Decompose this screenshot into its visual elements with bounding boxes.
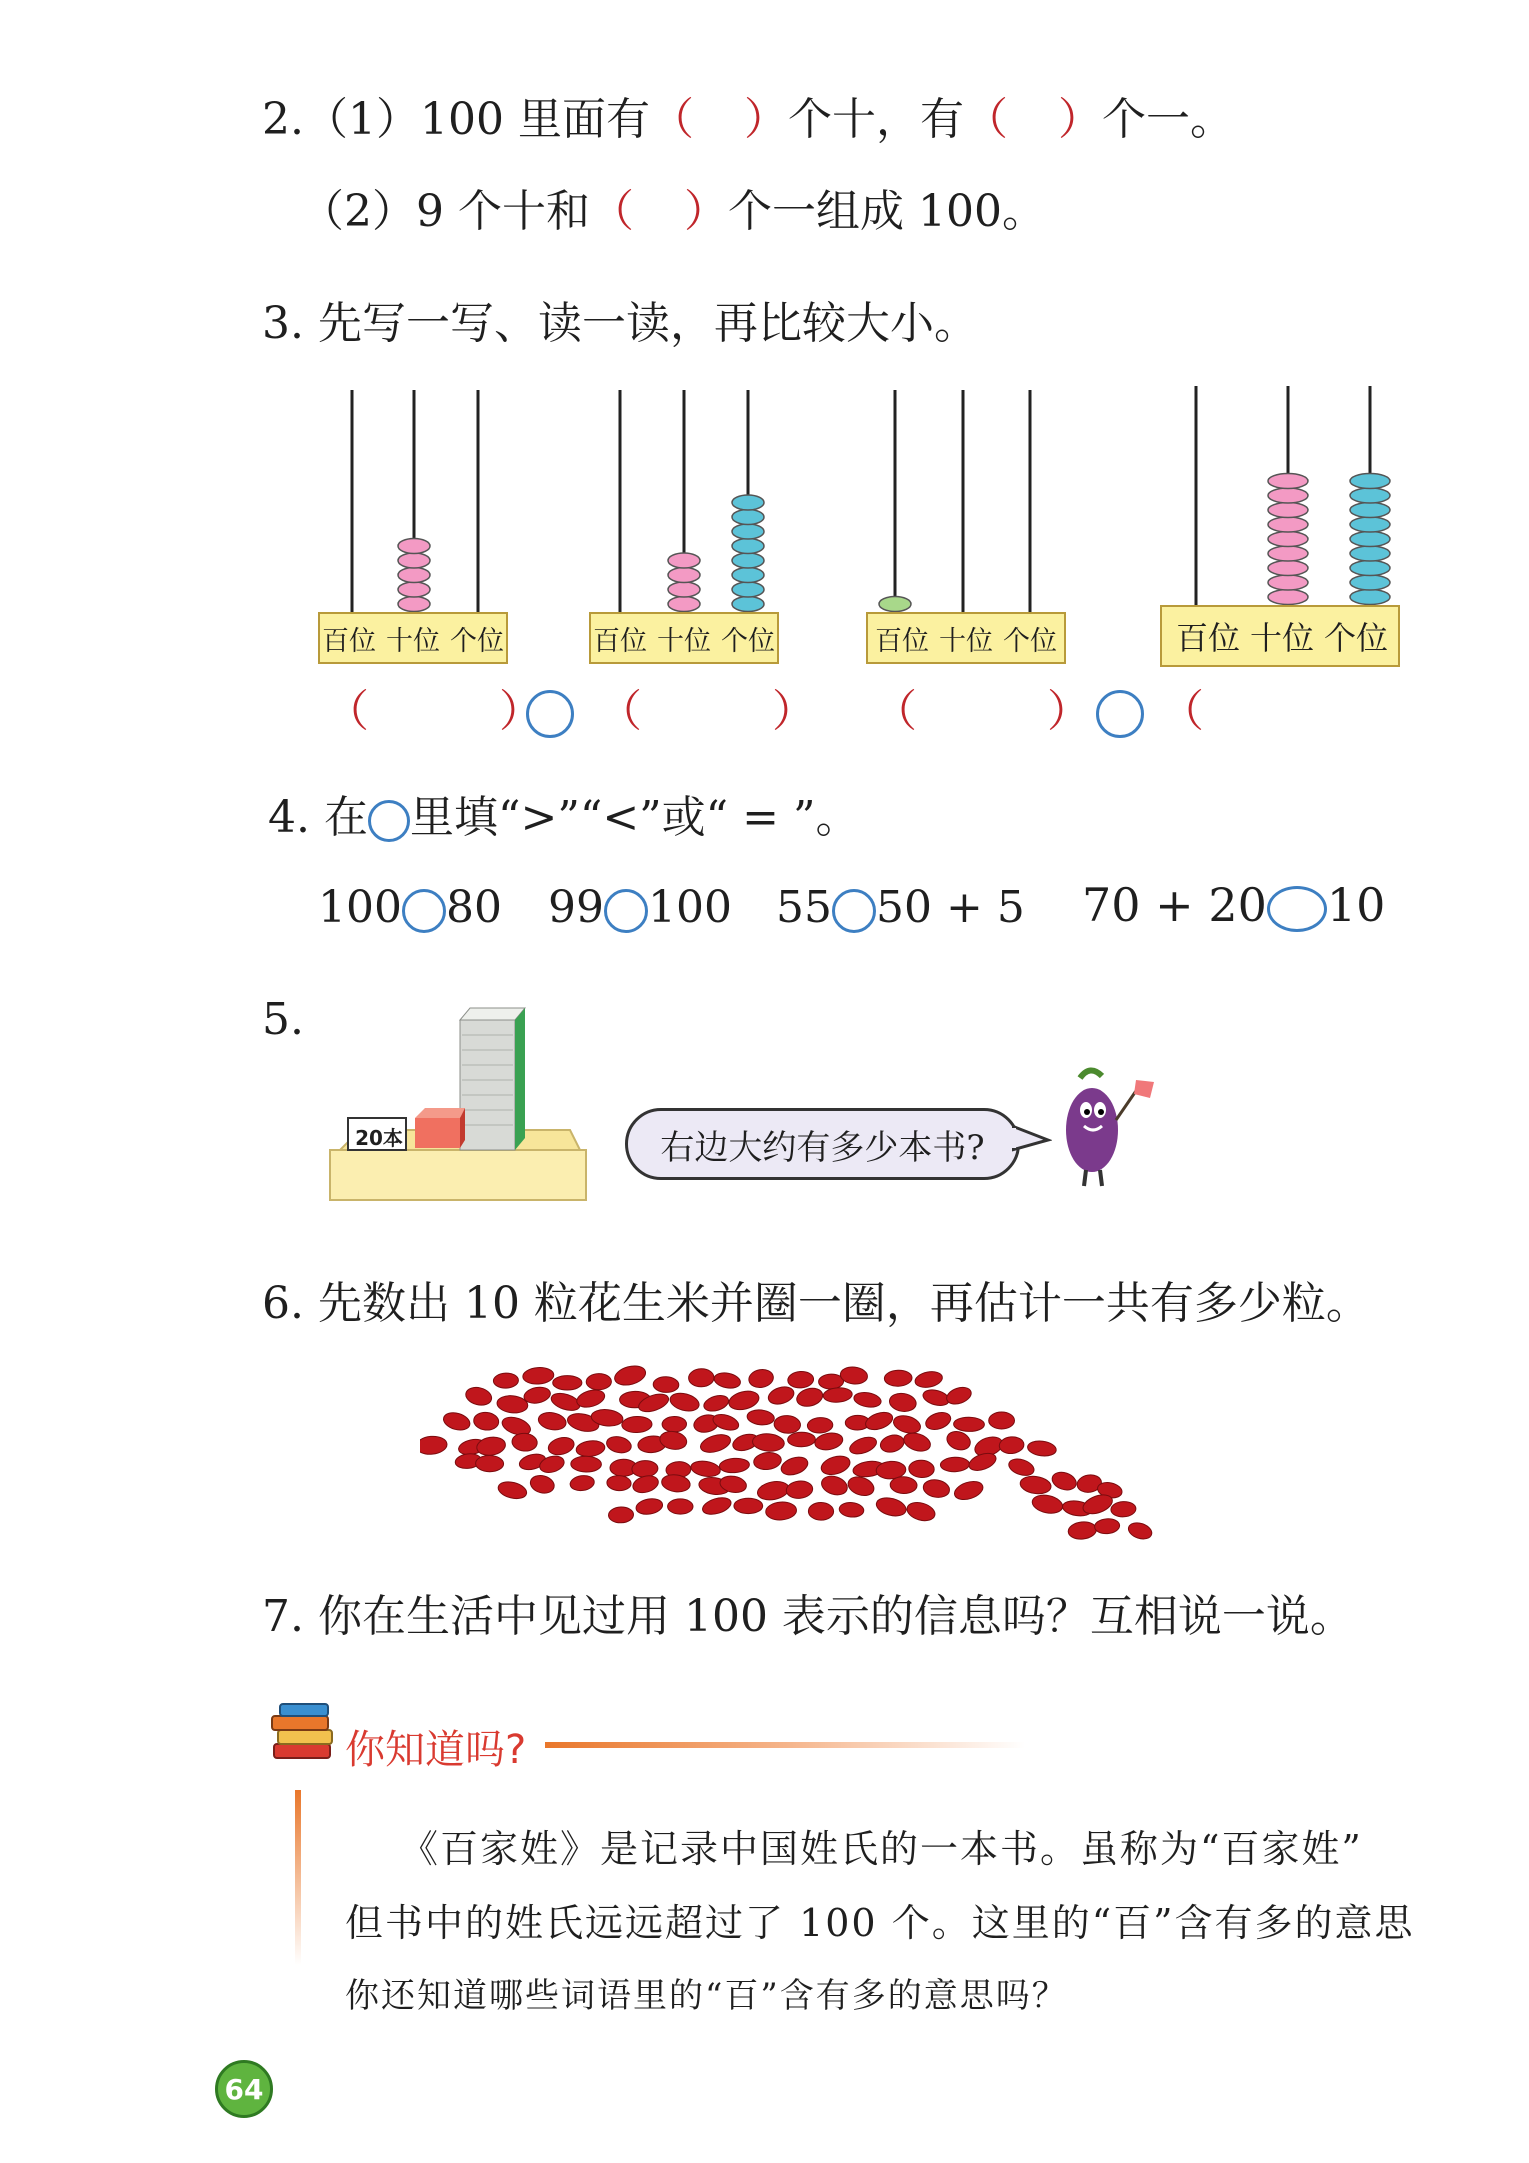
peanut <box>1019 1474 1052 1495</box>
peanut <box>765 1501 797 1521</box>
peanut <box>622 1416 653 1433</box>
label-hundreds: 百位 <box>1176 619 1241 657</box>
peanut <box>819 1473 850 1498</box>
q3-answer-row-2 <box>598 686 816 737</box>
peanut <box>586 1373 611 1390</box>
abacus-bead <box>732 539 764 554</box>
q3-paren-close-2: ） <box>772 686 816 737</box>
peanut <box>944 1384 973 1407</box>
peanut <box>823 1387 853 1403</box>
peanut <box>839 1502 865 1518</box>
abacus-bead <box>668 568 700 583</box>
peanut <box>953 1417 984 1432</box>
did-you-know-rule <box>545 1742 1025 1748</box>
q5-number: 5. <box>262 994 304 1045</box>
page-number: 64 <box>224 2072 264 2106</box>
q6-title: 6. 先数出 10 粒花生米并圈一圈，再估计一共有多少粒。 <box>262 1278 1370 1329</box>
book-stack-illustration <box>320 1000 600 1220</box>
peanut <box>711 1412 741 1434</box>
peanut <box>475 1455 503 1472</box>
abacus-bead <box>1268 561 1308 576</box>
abacus-bead <box>668 582 700 597</box>
peanut <box>493 1373 519 1389</box>
q2-number: 2. <box>262 94 304 145</box>
peanut <box>808 1502 834 1520</box>
q3-answer-row-4 <box>1160 686 1204 737</box>
q2-blank-open: （ <box>649 94 694 145</box>
q3-paren-open-3: （ <box>873 686 917 737</box>
peanut <box>1007 1456 1036 1478</box>
peanut <box>892 1413 923 1436</box>
abacus-bead <box>1350 488 1390 503</box>
peanut <box>713 1371 742 1390</box>
peanut <box>922 1478 951 1500</box>
label-tens: 十位 <box>939 625 993 657</box>
peanut <box>522 1367 554 1386</box>
abacus-label-2 <box>589 612 779 664</box>
abacus-bead <box>1350 517 1390 532</box>
peanut <box>923 1409 952 1432</box>
peanut <box>914 1370 944 1390</box>
q4-left: 100 <box>318 882 402 933</box>
q4-item-2 <box>548 882 732 933</box>
peanut <box>774 1415 802 1434</box>
q4-right: 100 <box>648 882 732 933</box>
peanut <box>701 1495 733 1518</box>
peanut <box>905 1499 937 1523</box>
peanut <box>734 1498 763 1513</box>
q2-blank-close: ） <box>743 94 788 145</box>
peanut <box>878 1432 906 1454</box>
abacus-bead <box>1350 590 1390 605</box>
peanut <box>441 1410 471 1433</box>
abacus-bead <box>732 510 764 525</box>
peanut <box>908 1460 934 1479</box>
abacus-bead <box>1350 546 1390 561</box>
peanut <box>819 1453 852 1478</box>
peanut <box>846 1474 877 1499</box>
peanut <box>608 1507 634 1524</box>
q3-compare-circle-1[interactable] <box>526 690 574 738</box>
abacus-bead <box>398 568 430 583</box>
peanut <box>662 1416 687 1432</box>
q3-answer-row-3 <box>873 686 1091 737</box>
abacus-bead <box>1268 532 1308 547</box>
q2-mid-text: 个十，有 <box>787 94 964 145</box>
peanut <box>902 1430 933 1454</box>
q4-right: 50 + 5 <box>876 882 1025 933</box>
q3-title: 3. 先写一写、读一读，再比较大小。 <box>262 298 978 349</box>
abacus-bead <box>668 597 700 612</box>
peanut <box>702 1393 730 1414</box>
did-you-know-sidebar <box>295 1790 301 1965</box>
know-paragraph-line2: 但书中的姓氏远远超过了 100 个。这里的“百”含有多的意思 <box>345 1901 1415 1945</box>
did-you-know-title: 你知道吗? <box>345 1727 527 1773</box>
q2-line2 <box>300 186 1046 237</box>
abacus-bead <box>1350 532 1390 547</box>
peanut <box>940 1457 969 1472</box>
q2-part2-end: 个一组成 100。 <box>727 186 1046 237</box>
peanut <box>698 1431 732 1455</box>
peanut <box>1067 1521 1097 1541</box>
abacus-bead <box>732 582 764 597</box>
q4-right: 10 <box>1326 882 1386 932</box>
q3-compare-circle-2[interactable] <box>1096 690 1144 738</box>
abacus-bead <box>732 568 764 583</box>
peanut <box>631 1473 660 1495</box>
peanut <box>688 1368 714 1387</box>
abacus-bead <box>1268 517 1308 532</box>
peanut <box>464 1385 494 1408</box>
q3-answer-row <box>325 686 543 737</box>
peanut <box>807 1417 833 1434</box>
peanut <box>719 1457 750 1473</box>
q4-item-3 <box>776 882 1025 933</box>
label-ones: 个位 <box>721 625 775 657</box>
q4-answer-circle[interactable] <box>832 889 876 933</box>
peanut <box>613 1363 648 1388</box>
peanut <box>653 1376 679 1392</box>
q4-title-b: 里填“>”“<”或“ = ”。 <box>409 792 860 843</box>
abacus-bead <box>1268 488 1308 503</box>
peanut <box>605 1434 633 1455</box>
peanut <box>607 1475 632 1491</box>
peanut <box>787 1432 815 1447</box>
books-icon <box>268 1700 340 1772</box>
peanut <box>785 1480 813 1500</box>
abacus-bead <box>1268 503 1308 518</box>
peanut <box>795 1386 825 1409</box>
peanut <box>944 1428 973 1453</box>
abacus-bead <box>732 495 764 510</box>
abacus-bead <box>1350 575 1390 590</box>
peanut <box>631 1460 658 1478</box>
label-tens: 十位 <box>657 625 711 657</box>
abacus-bead <box>1268 546 1308 561</box>
abacus-bead <box>398 582 430 597</box>
label-ones: 个位 <box>450 625 504 657</box>
label-hundreds: 百位 <box>593 625 647 657</box>
abacus-bead <box>398 539 430 554</box>
q2-blank3-open: （ <box>589 186 634 237</box>
abacus-bead <box>1268 474 1308 489</box>
peanut <box>813 1431 844 1452</box>
q4-left: 55 <box>776 882 832 933</box>
page-number-badge <box>215 2060 273 2118</box>
label-hundreds: 百位 <box>875 625 929 657</box>
peanut <box>890 1476 917 1494</box>
q2-line1 <box>262 94 1234 145</box>
label-ones: 个位 <box>1003 625 1057 657</box>
q4-title-a: 4. 在 <box>268 792 368 843</box>
peanut <box>847 1434 878 1457</box>
know-paragraph-line3: 你还知道哪些词语里的“百”含有多的意思吗？ <box>345 1976 1068 2016</box>
q4-title <box>268 792 860 843</box>
peanut <box>528 1473 556 1496</box>
eggplant-mascot-icon <box>1050 1060 1160 1190</box>
peanut <box>746 1409 775 1427</box>
peanut <box>511 1432 538 1452</box>
peanut <box>753 1451 782 1471</box>
abacus-bead <box>732 597 764 612</box>
speech-bubble-text: 右边大约有多少本书? <box>660 1127 985 1168</box>
q2-blank3-close: ） <box>683 186 728 237</box>
peanut <box>668 1390 701 1414</box>
peanut <box>496 1479 528 1501</box>
q4-left: 99 <box>548 882 604 933</box>
q4-circle-icon <box>368 800 410 842</box>
q4-answer-circle[interactable] <box>402 889 446 933</box>
peanut <box>571 1456 602 1472</box>
q4-item-1 <box>318 882 502 933</box>
q2-blank2-open: （ <box>963 94 1008 145</box>
q3-paren-close-1: ） <box>499 686 543 737</box>
q2-blank2-close: ） <box>1057 94 1102 145</box>
q3-paren-open-4: （ <box>1160 686 1204 737</box>
peanut <box>756 1479 791 1502</box>
q4-answer-circle[interactable] <box>604 889 648 933</box>
peanut <box>752 1433 785 1453</box>
label-ones: 个位 <box>1324 619 1389 657</box>
abacus-bead <box>879 597 911 612</box>
peanut <box>888 1392 917 1414</box>
q4-item-4 <box>1082 882 1522 932</box>
q4-right: 80 <box>445 882 502 933</box>
q3-paren-open-2: （ <box>598 686 642 737</box>
peanut <box>420 1435 448 1455</box>
q4-left: 70 + 20 <box>1082 882 1267 932</box>
abacus-bead <box>1350 503 1390 518</box>
q2-part2-text: （2）9 个十和 <box>300 186 590 237</box>
peanut <box>863 1409 894 1433</box>
abacus-bead <box>1350 474 1390 489</box>
peanut <box>537 1410 568 1432</box>
peanut <box>874 1495 908 1519</box>
abacus-bead <box>398 597 430 612</box>
peanut <box>690 1459 722 1478</box>
abacus-label-3 <box>866 612 1066 664</box>
peanut <box>766 1384 796 1407</box>
abacus-bead <box>668 553 700 568</box>
peanut <box>989 1412 1015 1429</box>
abacus-bead <box>398 553 430 568</box>
peanut <box>668 1499 693 1514</box>
peanut <box>661 1473 692 1494</box>
bubble-tail <box>1012 1120 1052 1160</box>
q7-title: 7. 你在生活中见过用 100 表示的信息吗？互相说一说。 <box>262 1591 1354 1642</box>
abacus-bead <box>1350 561 1390 576</box>
peanut <box>884 1370 912 1387</box>
peanut <box>575 1439 605 1458</box>
peanut <box>475 1435 506 1457</box>
speech-bubble <box>625 1108 1020 1180</box>
abacus-label-1 <box>318 612 508 664</box>
label-tens: 十位 <box>386 625 440 657</box>
peanut <box>569 1474 595 1492</box>
q2-part1-text: （1）100 里面有 <box>303 94 650 145</box>
q4-answer-circle[interactable] <box>1267 886 1327 932</box>
peanut-pile-illustration <box>420 1350 1180 1550</box>
peanut <box>635 1497 664 1516</box>
peanut <box>727 1388 761 1412</box>
peanut <box>952 1478 985 1503</box>
q3-paren-open-1: （ <box>325 686 369 737</box>
peanut <box>1111 1501 1137 1517</box>
book-count-label: 20本 <box>355 1125 403 1150</box>
abacus-label-4 <box>1160 605 1400 667</box>
peanut <box>999 1436 1025 1455</box>
q3-paren-close-3: ） <box>1047 686 1091 737</box>
know-paragraph-line1: 《百家姓》是记录中国姓氏的一本书。虽称为“百家姓” <box>400 1827 1363 1871</box>
abacus-bead <box>1268 575 1308 590</box>
peanut <box>787 1371 814 1389</box>
q2-end-text: 个一。 <box>1101 94 1234 145</box>
abacus-bead <box>732 553 764 568</box>
abacus-bead <box>1268 590 1308 605</box>
abacus-bead <box>732 524 764 539</box>
peanut <box>1027 1439 1057 1457</box>
peanut <box>1031 1493 1065 1516</box>
peanut <box>1094 1518 1120 1535</box>
peanut <box>747 1368 774 1390</box>
peanut <box>546 1435 576 1458</box>
label-tens: 十位 <box>1250 619 1315 657</box>
peanut <box>853 1391 882 1410</box>
peanut <box>779 1454 810 1478</box>
peanut <box>1126 1520 1153 1542</box>
peanut <box>473 1411 500 1431</box>
peanut <box>553 1376 582 1390</box>
label-hundreds: 百位 <box>322 625 376 657</box>
peanut <box>1050 1469 1079 1493</box>
